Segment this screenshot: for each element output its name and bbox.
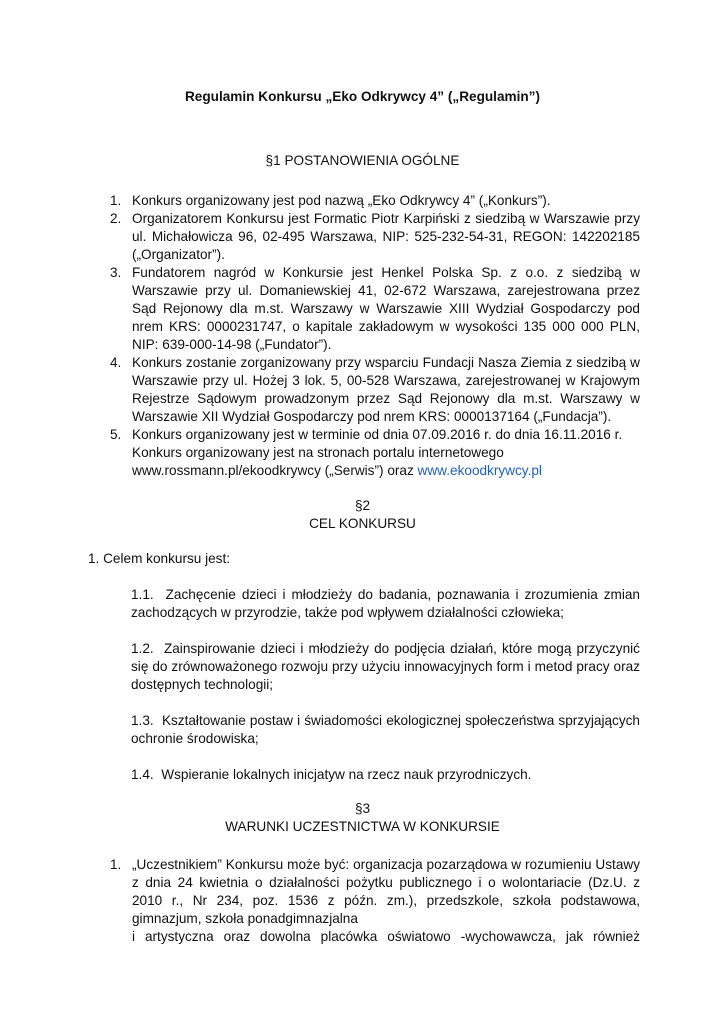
- list-item: [110, 264, 640, 354]
- list-item-number: 1.4.: [131, 767, 154, 782]
- list-item-body: Zachęcenie dzieci i młodzieży do badania, poznawania i zrozumienia zmian zachodzących w przyrodzie, także pod wpływem działalności człowieka;: [131, 587, 640, 620]
- document-title: Regulamin Konkursu „Eko Odkrywcy 4” („Regulamin”): [184, 89, 541, 104]
- list-item: [110, 192, 640, 210]
- list-item-line: Konkurs organizowany jest w terminie od dnia 07.09.2016 r. do dnia 16.11.2016 r.: [132, 427, 623, 442]
- list-item-number: 5.: [110, 427, 122, 442]
- list-item-text: Organizatorem Konkursu jest Formatic Piotr Karpiński z siedzibą w Warszawie przy ul. Michałowicza 96, 02-495 Warszawa, NIP: 525-232-54-31, REGON: 142202185 („Organizator”).: [132, 211, 640, 262]
- list-item-body: Wspieranie lokalnych inicjatyw na rzecz nauk przyrodniczych.: [161, 767, 532, 782]
- list-item-text: Konkurs zostanie zorganizowany przy wsparciu Fundacji Nasza Ziemia z siedzibą w Warszawie przy ul. Hożej 3 lok. 5, 00-528 Warszawa, zarejestrowanej w Krajowym Rejestrze Sądowym prowadzonym przez Sąd Rejonowy dla m.st. Warszawy w Warszawie XII Wydział Gospodarczy pod nrem KRS: 0000137164 („Fundacja”).: [132, 355, 640, 424]
- list-item-text: [131, 766, 640, 784]
- list-item: [131, 766, 640, 784]
- list-item-text: [131, 712, 640, 748]
- ekoodkrywcy-link[interactable]: www.ekoodkrywcy.pl: [417, 462, 542, 478]
- list-item-line: Konkurs organizowany jest na stronach portalu internetowego: [132, 444, 504, 460]
- list-item-number: 1.1.: [131, 587, 154, 602]
- list-item: [110, 856, 640, 946]
- list-item-text: [132, 426, 640, 480]
- section-3-heading: WARUNKI UCZESTNICTWA W KONKURSIE: [225, 819, 500, 834]
- section-3-symbol: §3: [354, 801, 371, 816]
- list-item: [131, 640, 640, 694]
- list-item: [110, 426, 640, 480]
- list-item-body: Zainspirowanie dzieci i młodzieży do podjęcia działań, które mogą przyczynić się do zrównoważonego rozwoju przy użyciu innowacyjnych form i metod pracy oraz dostępnych technologii;: [131, 641, 640, 692]
- list-item-text: [131, 640, 640, 694]
- list-item-number: 2.: [110, 211, 122, 226]
- list-item-line-text: www.rossmann.pl/ekoodkrywcy („Serwis”) oraz: [132, 462, 414, 478]
- list-item: [131, 712, 640, 748]
- list-item-text: Konkurs organizowany jest pod nazwą „Eko Odkrywcy 4” („Konkurs”).: [132, 193, 551, 208]
- section-1-heading: §1 POSTANOWIENIA OGÓLNE: [265, 153, 460, 168]
- list-item-number: 1.2.: [131, 641, 154, 656]
- list-item-line: [132, 462, 640, 480]
- list-item-number: 4.: [110, 355, 122, 370]
- list-item-continuation: i artystyczna oraz dowolna placówka oświatowo -wychowawcza, jak również: [132, 928, 640, 944]
- list-item-text: [131, 586, 640, 622]
- list-item: [131, 586, 640, 622]
- list-item-text: „Uczestnikiem” Konkursu może być: organizacja pozarządowa w rozumieniu Ustawy z dnia 24 kwietnia o działalności pożytku publicznego i o wolontariacie (Dz.U. z 2010 r., Nr 234, poz. 1536 z późn. zm.), przedszkole, szkoła podstawowa, gimnazjum, szkoła ponadgimnazjalna: [132, 857, 640, 926]
- list-item-text: Fundatorem nagród w Konkursie jest Henkel Polska Sp. z o.o. z siedzibą w Warszawie przy ul. Domaniewskiej 41, 02-672 Warszawa, zarejestrowana przez Sąd Rejonowy dla m.st. Warszawy w Warszawie XIII Wydział Gospodarczy pod nrem KRS: 0000231747, o kapitale zakładowym w wysokości 135 000 000 PLN, NIP: 639-000-14-98 („Fundator”).: [132, 265, 640, 352]
- section-2-symbol: §2: [354, 498, 371, 513]
- section-2-heading: CEL KONKURSU: [309, 516, 416, 531]
- list-item-number: 3.: [110, 265, 122, 280]
- section-2-intro: 1. Celem konkursu jest:: [88, 551, 231, 566]
- list-item: [110, 210, 640, 264]
- list-item-number: 1.: [110, 857, 122, 872]
- list-item: [110, 354, 640, 426]
- list-item-number: 1.3.: [131, 713, 154, 728]
- list-item-number: 1.: [110, 193, 122, 208]
- list-item-body: Kształtowanie postaw i świadomości ekologicznej społeczeństwa sprzyjających ochronie środowiska;: [131, 713, 640, 746]
